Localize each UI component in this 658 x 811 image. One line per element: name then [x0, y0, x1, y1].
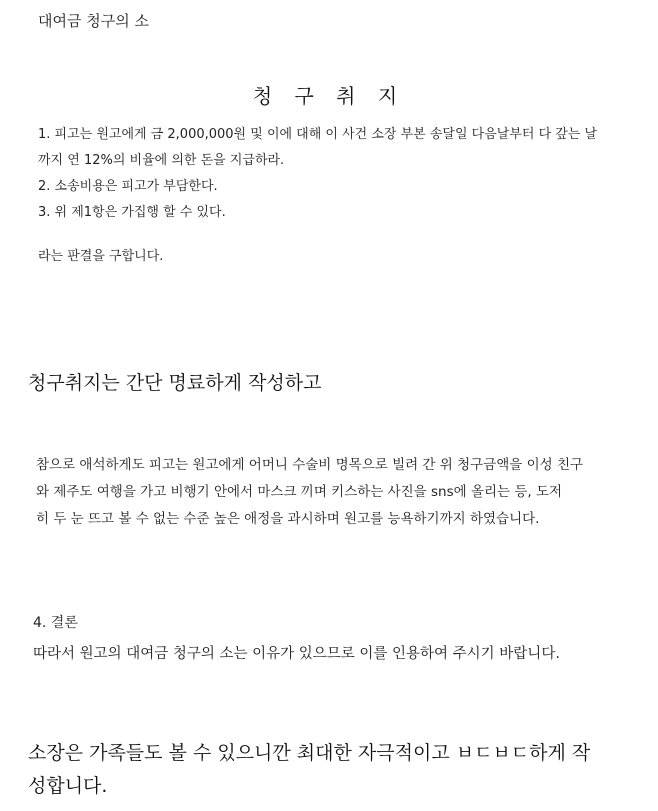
section-heading: 4. 결론 [33, 615, 78, 631]
story-paragraph [36, 452, 636, 533]
caption-text-bottom [28, 737, 638, 803]
claim-line: 2. 소송비용은 피고가 부담한다. [38, 179, 218, 194]
caption-line: 성합니다. [28, 775, 108, 797]
claim-line: 3. 위 제1항은 가집행 할 수 있다. [38, 205, 226, 220]
claim-heading: 청 구 취 지 [252, 84, 406, 108]
story-line: 와 제주도 여행을 가고 비행기 안에서 마스크 끼며 키스하는 사진을 sns에 올리는 등, 도저 [36, 484, 563, 500]
story-line: 참으로 애석하게도 피고는 원고에게 어머니 수술비 명목으로 빌려 간 위 청구금액을 이성 친구 [36, 457, 584, 473]
claim-line: 1. 피고는 원고에게 금 2,000,000원 및 이에 대해 이 사건 소장 부본 송달일 다음날부터 다 갚는 날 [38, 127, 598, 142]
caption-text: 청구취지는 간단 명료하게 작성하고 [28, 372, 322, 394]
document-title: 대여금 청구의 소 [38, 12, 149, 30]
claim-line: 까지 연 12%의 비율에 의한 돈을 지급하라. [38, 153, 285, 168]
claim-closing: 라는 판결을 구합니다. [38, 249, 164, 264]
claims-list [38, 122, 638, 226]
section-body: 따라서 원고의 대여금 청구의 소는 이유가 있으므로 이를 인용하여 주시기 바랍니다. [33, 646, 560, 662]
caption-line: 소장은 가족들도 볼 수 있으니깐 최대한 자극적이고 ㅂㄷㅂㄷ하게 작 [28, 742, 591, 764]
story-line: 히 두 눈 뜨고 볼 수 없는 수준 높은 애정을 과시하며 원고를 능욕하기까지 하였습니다. [36, 511, 540, 527]
